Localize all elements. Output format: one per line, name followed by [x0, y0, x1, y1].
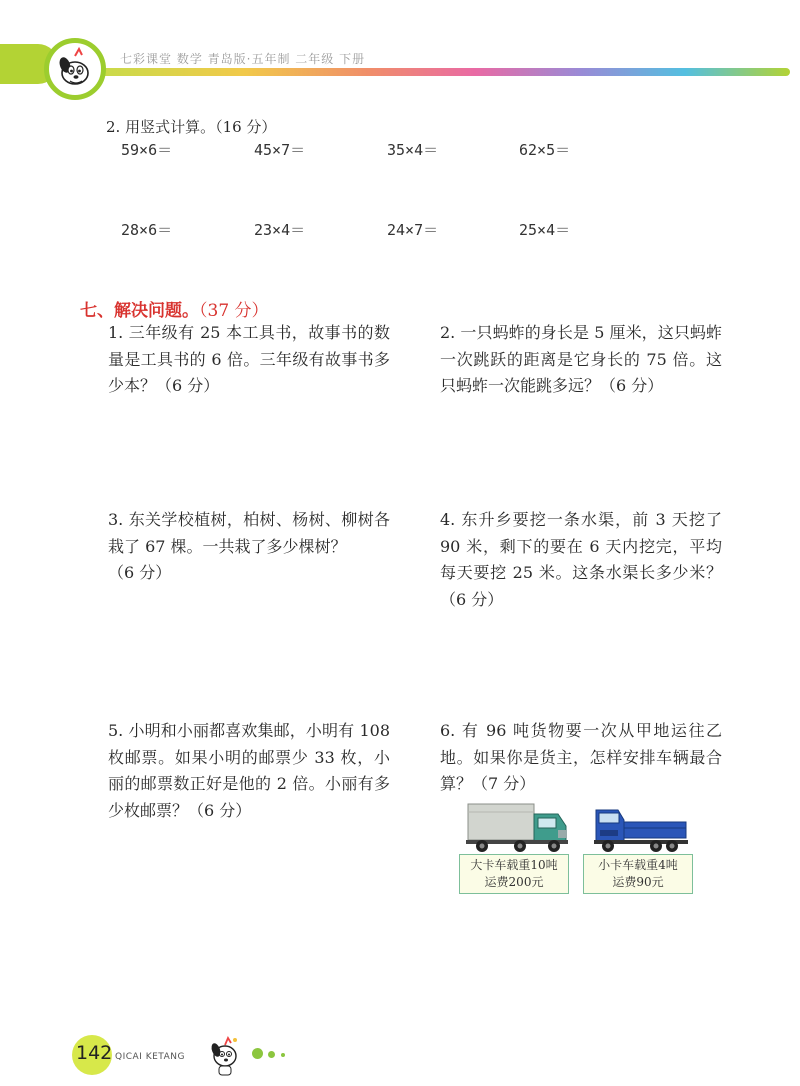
problem-2 — [440, 320, 722, 400]
problem-1-text: 1. 三年级有 25 本工具书，故事书的数量是工具书的 6 倍。三年级有故事书多少本？（6 分） — [108, 323, 390, 395]
small-truck-icon — [590, 800, 692, 854]
problem-5 — [108, 718, 390, 824]
dog-mascot-icon — [49, 43, 101, 95]
problem-3 — [108, 507, 390, 587]
problem-4 — [440, 507, 722, 613]
mascot-logo — [44, 38, 106, 100]
page-number: 142 — [76, 1042, 113, 1064]
big-truck-label — [459, 854, 569, 894]
footer-brand: QICAI KETANG — [115, 1052, 185, 1062]
problem-3-text: 3. 东关学校植树，柏树、杨树、柳树各栽了 67 棵。一共栽了多少棵树？ — [108, 510, 390, 556]
big-truck-icon — [462, 800, 574, 854]
dog-mascot-footer-icon — [205, 1032, 245, 1080]
section-title-text: 七、解决问题。 — [80, 301, 199, 321]
small-truck-fee: 运费90元 — [612, 875, 664, 889]
decor-dot — [281, 1053, 285, 1057]
decor-dot — [268, 1051, 275, 1058]
calc-item: 24×7＝ — [387, 221, 439, 239]
problem-6 — [440, 718, 722, 798]
decor-dot — [252, 1048, 263, 1059]
calc-item: 25×4＝ — [519, 221, 571, 239]
problem-4-text: 4. 东升乡要挖一条水渠，前 3 天挖了 90 米，剩下的要在 6 天内挖完，平均每天要挖 25 米。这条水渠长多少米？（6 分） — [440, 510, 722, 609]
problem-5-text: 5. 小明和小丽都喜欢集邮，小明有 108 枚邮票。如果小明的邮票少 33 枚，小丽的邮票数正好是他的 2 倍。小丽有多少枚邮票？（6 分） — [108, 721, 390, 820]
big-truck-fee: 运费200元 — [484, 875, 544, 889]
calc-item: 45×7＝ — [254, 141, 306, 159]
problem-3-score: （6 分） — [108, 563, 172, 582]
calc-question-title: 2. 用竖式计算。（16 分） — [106, 118, 277, 136]
calc-item: 35×4＝ — [387, 141, 439, 159]
problem-1 — [108, 320, 390, 400]
calc-item: 28×6＝ — [121, 221, 173, 239]
big-truck-load: 大卡车载重10吨 — [470, 858, 558, 872]
header-rainbow-strip — [90, 68, 790, 76]
calc-item: 62×5＝ — [519, 141, 571, 159]
problem-6-text: 6. 有 96 吨货物要一次从甲地运往乙地。如果你是货主，怎样安排车辆最合算？（7 分） — [440, 721, 722, 793]
series-title: 七彩课堂 数学 青岛版·五年制 二年级 下册 — [120, 52, 366, 66]
section-title — [80, 296, 269, 321]
section-score: （37 分） — [199, 301, 269, 321]
calc-item: 23×4＝ — [254, 221, 306, 239]
small-truck-label — [583, 854, 693, 894]
problem-2-text: 2. 一只蚂蚱的身长是 5 厘米，这只蚂蚱一次跳跃的距离是它身长的 75 倍。这只蚂蚱一次能跳多远？（6 分） — [440, 323, 722, 395]
calc-item: 59×6＝ — [121, 141, 173, 159]
small-truck-load: 小卡车载重4吨 — [598, 858, 678, 872]
